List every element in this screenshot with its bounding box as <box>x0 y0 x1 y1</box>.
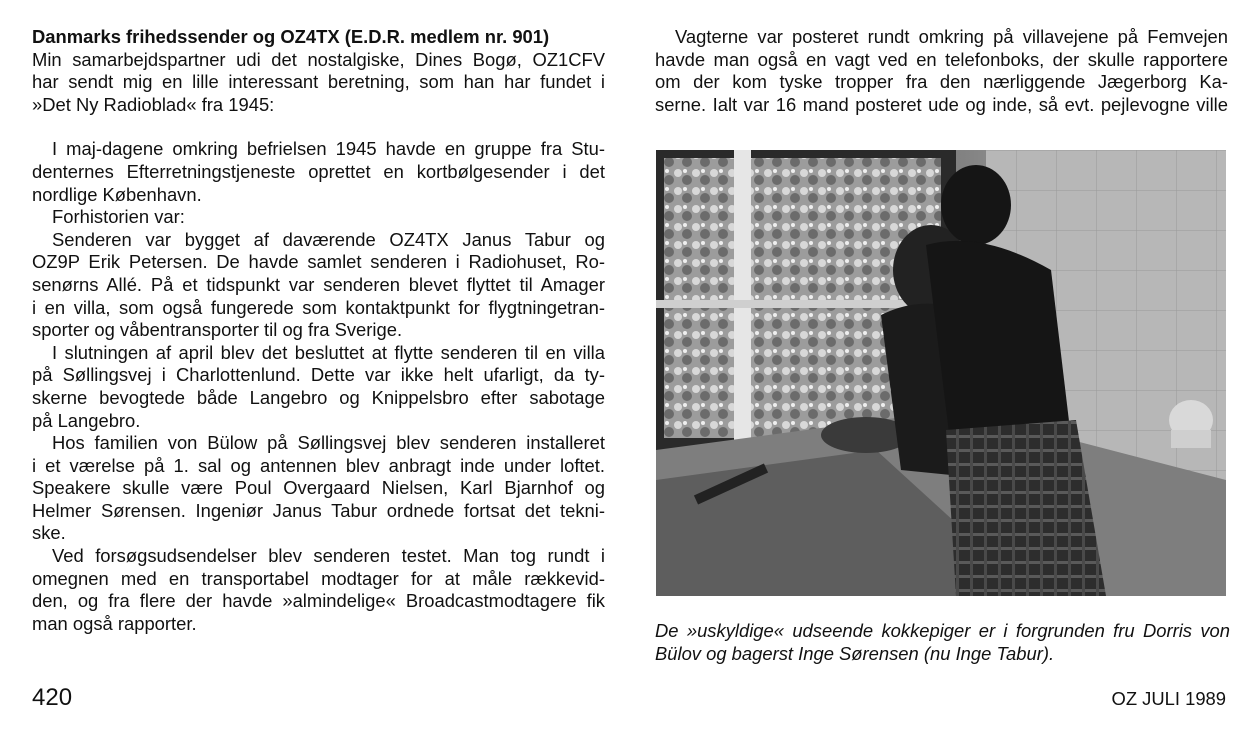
intro-line: »Det Ny Radioblad« fra 1945: <box>32 93 275 115</box>
right-column <box>655 26 1228 116</box>
paragraph-6 <box>32 545 605 635</box>
photo-caption <box>655 619 1230 665</box>
page-number: 420 <box>32 684 73 711</box>
text-line: denternes Efterretningstjeneste oprettet en kortbølgesender i det <box>32 160 605 182</box>
text-line: Senderen var bygget af daværende OZ4TX Janus Tabur og <box>52 228 605 250</box>
text-line: Vagterne var posteret rundt omkring på villavejene på Femvejen <box>675 26 1228 47</box>
text-line: serne. Ialt var 16 mand posteret ude og inde, så evt. pejlevogne ville <box>655 93 1228 115</box>
text-line: Forhistorien var: <box>52 206 185 228</box>
paragraph-4 <box>32 342 605 432</box>
paragraph-5 <box>32 432 605 545</box>
text-line: skerne bevogtede både Langebro og Knippelsbro efter sabotage <box>32 386 605 408</box>
text-line: i en villa, som også fungerede som kontaktpunkt for flygtningetran- <box>32 296 605 318</box>
text-line: på Søllingsvej i Charlottenlund. Dette var ikke helt ufarligt, da ty- <box>32 364 605 386</box>
photo-illustration <box>656 150 1226 596</box>
text-line: I slutningen af april blev det besluttet at flytte senderen til en villa <box>52 341 605 363</box>
text-line: Helmer Sørensen. Ingeniør Janus Tabur ordnede fortsat det tekni- <box>32 499 605 521</box>
text-line: nordlige København. <box>32 183 202 205</box>
article-title: Danmarks frihedssender og OZ4TX (E.D.R. medlem nr. 901) <box>32 26 550 47</box>
text-line: I maj-dagene omkring befrielsen 1945 havde en gruppe fra Stu- <box>52 138 605 160</box>
text-line: senørns Allé. På et tidspunkt var senderen blevet flyttet til Amager <box>32 273 605 295</box>
intro-line: Min samarbejdspartner udi det nostalgiske, Dines Bogø, OZ1CFV <box>32 48 605 70</box>
text-line: på Langebro. <box>32 409 141 431</box>
text-line: havde man også en vagt ved en telefonboks, der skulle rapportere <box>655 48 1228 70</box>
text-line: om der kom tyske tropper fra den nærliggende Jægerborg Ka- <box>655 71 1228 93</box>
text-line: Hos familien von Bülow på Søllingsvej blev senderen installeret <box>52 432 605 454</box>
text-line: i et værelse på 1. sal og antennen blev anbragt inde under loftet. <box>32 454 605 476</box>
text-line: OZ9P Erik Petersen. De havde samlet senderen i Radiohuset, Ro- <box>32 251 605 273</box>
text-line: ske. <box>32 522 66 544</box>
paragraph-2 <box>32 206 605 229</box>
intro-line: har sendt mig en lille interessant beretning, som han har fundet i <box>32 71 605 93</box>
left-column <box>32 26 605 635</box>
issue-label: OZ JULI 1989 <box>1111 688 1226 709</box>
text-line: omegnen med en transportabel modtager for at måle rækkevid- <box>32 567 605 589</box>
caption-line: De »uskyldige« udseende kokkepiger er i forgrunden fru Dorris von <box>655 620 1230 641</box>
historical-photo <box>656 150 1226 596</box>
text-line: man også rapporter. <box>32 612 197 634</box>
paragraph-3 <box>32 229 605 342</box>
text-line: Speakere skulle være Poul Overgaard Nielsen, Karl Bjarnhof og <box>32 477 605 499</box>
caption-line: Bülov og bagerst Inge Sørensen (nu Inge Tabur). <box>655 643 1055 664</box>
paragraph-1 <box>32 138 605 206</box>
text-line: Ved forsøgsudsendelser blev senderen testet. Man tog rundt i <box>52 545 605 567</box>
text-line: den, og fra flere der havde »almindelige« Broadcastmodtagere fik <box>32 590 605 612</box>
text-line: sporter og våbentransporter til og fra Sverige. <box>32 319 403 341</box>
